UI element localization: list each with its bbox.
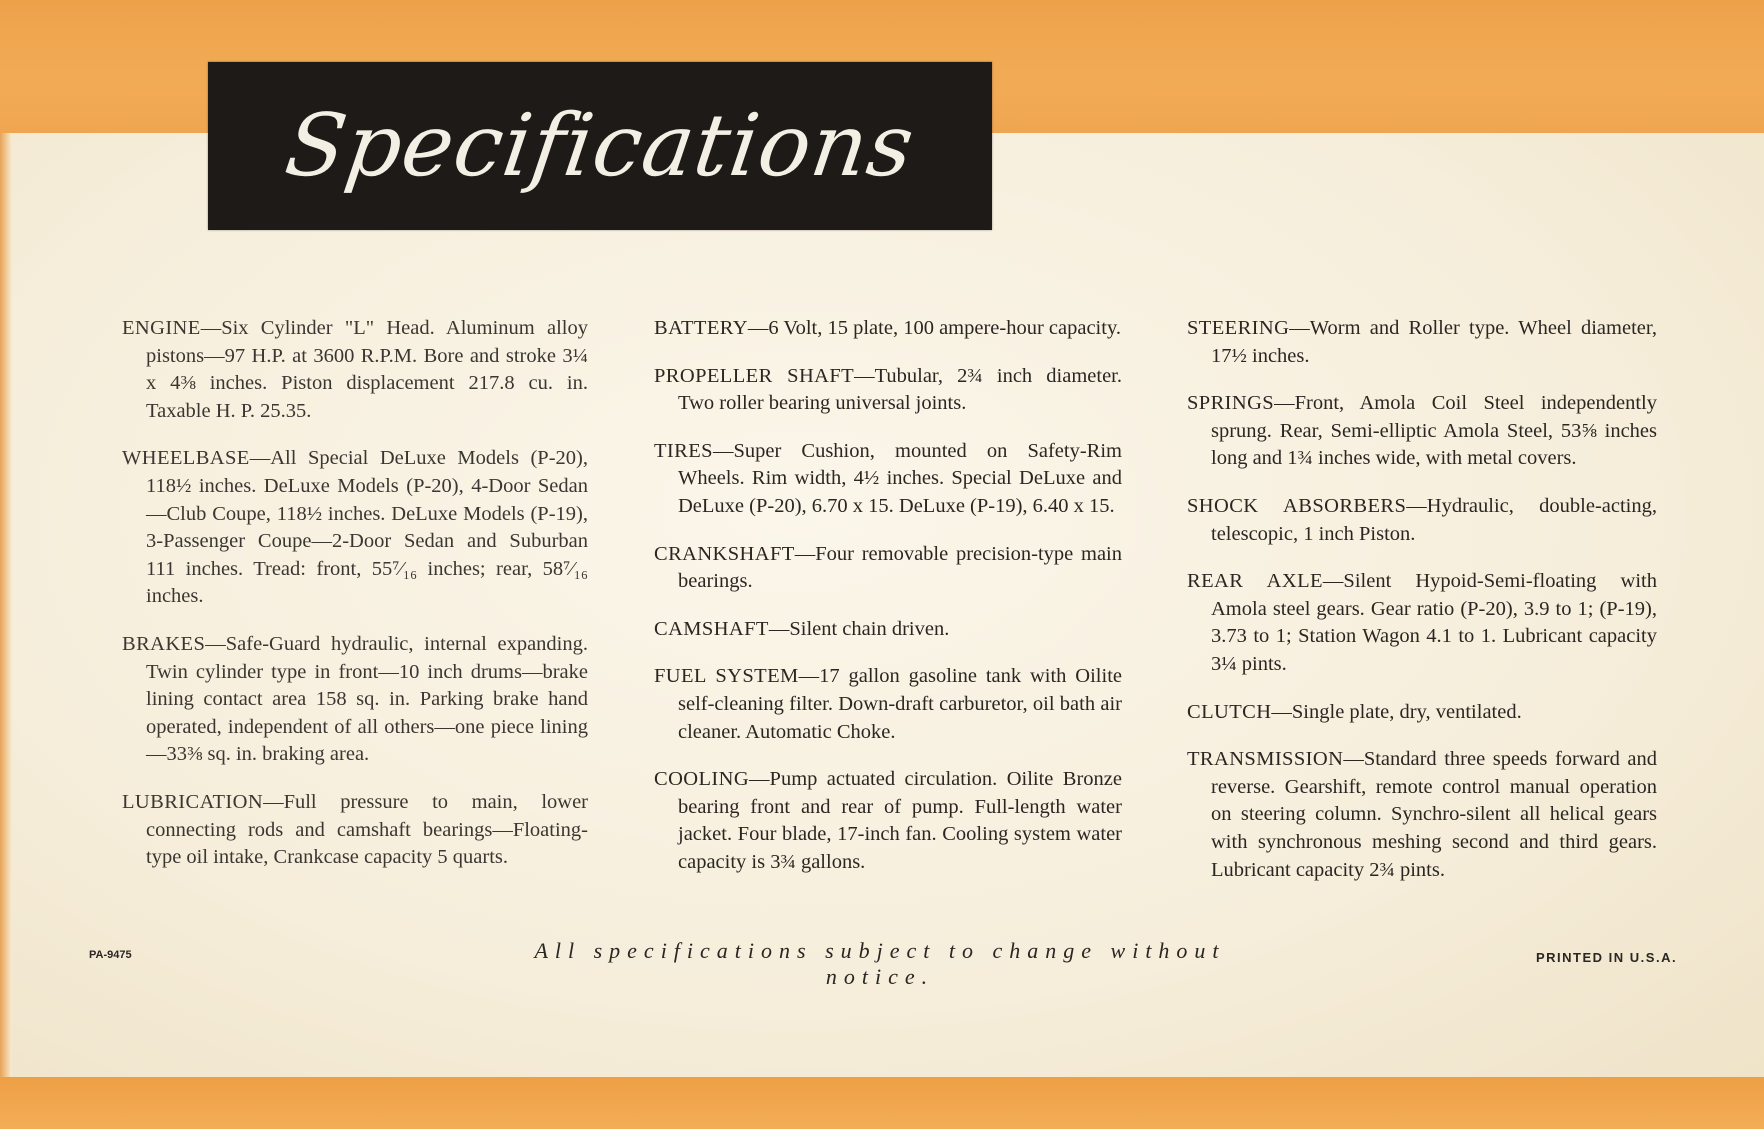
spec-label: FUEL SYSTEM: [654, 665, 799, 688]
spec-label: REAR AXLE: [1187, 570, 1323, 593]
spec-column-1: [122, 315, 588, 892]
spec-text: —Full pressure to main, lower connecting rods and camshaft bearings—Floating-type oil intake, Crankcase capacity 5 quarts.: [146, 790, 588, 869]
spec-engine: [122, 315, 588, 425]
spec-label: COOLING: [654, 768, 750, 791]
spec-text: —Tubular, 2¾ inch diameter. Two roller bearing universal joints.: [678, 364, 1122, 415]
spec-label: WHEELBASE: [122, 447, 250, 470]
spec-label: SPRINGS: [1187, 392, 1275, 415]
spec-transmission: [1187, 746, 1657, 884]
page-title: Specifications: [279, 96, 921, 196]
spec-label: CLUTCH: [1187, 700, 1272, 723]
spec-text: —All Special DeLuxe Models (P-20), 118½ inches. DeLuxe Models (P-20), 4-Door Sedan—Club Coupe, 118½ inches. DeLuxe Models (P-19), 3-Passenger Coupe—2-Door Sedan and Suburban 111 inches. Tread: front, 55⁷⁄₁₆ inches; rear, 58⁷⁄₁₆ inches.: [146, 447, 588, 608]
spec-text: —Silent Hypoid-Semi-floating with Amola steel gears. Gear ratio (P-20), 3.9 to 1; (P-19), 3.73 to 1; Station Wagon 4.1 to 1. Lubricant capacity 3¼ pints.: [1211, 570, 1658, 675]
spec-text: —Front, Amola Coil Steel independently sprung. Rear, Semi-elliptic Amola Steel, 53⅝ inches long and 1¾ inches wide, with metal covers.: [1211, 392, 1657, 470]
spec-wheelbase: [122, 445, 588, 611]
spec-text: —Single plate, dry, ventilated.: [1271, 700, 1522, 723]
printed-in-usa: PRINTED IN U.S.A.: [1536, 950, 1678, 965]
spec-steering: [1187, 315, 1657, 370]
spec-text: —Pump actuated circulation. Oilite Bronze bearing front and rear of pump. Full-length water jacket. Four blade, 17-inch fan. Cooling system water capacity is 3¾ gallons.: [678, 768, 1122, 873]
spec-brakes: [122, 631, 588, 769]
spec-fuel-system: [654, 663, 1122, 746]
spec-column-2: [654, 315, 1122, 897]
spec-text: —Standard three speeds forward and reverse. Gearshift, remote control manual operation on steering column. Synchro-silent all helical gears with synchronous meshing second and third gears. Lubricant capacity 2¾ pints.: [1211, 748, 1657, 881]
spec-shock-absorbers: [1187, 493, 1657, 548]
bottom-orange-band: [0, 1077, 1764, 1129]
page-left-edge: [0, 133, 12, 1077]
spec-text: —Worm and Roller type. Wheel diameter, 17½ inches.: [1211, 317, 1657, 367]
spec-camshaft: [654, 616, 1122, 644]
spec-label: STEERING: [1187, 317, 1290, 339]
spec-label: LUBRICATION: [122, 790, 264, 813]
title-banner: [208, 62, 992, 230]
spec-label: TIRES: [654, 439, 713, 462]
spec-lubrication: [122, 789, 588, 872]
spec-label: SHOCK ABSORBERS: [1187, 494, 1407, 517]
spec-label: CAMSHAFT: [654, 617, 769, 640]
spec-text: —Hydraulic, double-acting, telescopic, 1 inch Piston.: [1211, 494, 1658, 545]
spec-text: —Super Cushion, mounted on Safety-Rim Wheels. Rim width, 4½ inches. Special DeLuxe and DeLuxe (P-20), 6.70 x 15. DeLuxe (P-19), 6.40 x 15.: [678, 439, 1122, 517]
spec-battery: [654, 315, 1122, 343]
spec-clutch: [1187, 699, 1657, 727]
spec-text: —6 Volt, 15 plate, 100 ampere-hour capacity.: [747, 317, 1121, 339]
spec-text: —Four removable precision-type main bearings.: [678, 542, 1122, 593]
spec-label: ENGINE: [122, 317, 201, 339]
spec-springs: [1187, 390, 1657, 473]
spec-cooling: [654, 766, 1122, 876]
spec-label: BATTERY: [654, 317, 748, 339]
spec-tires: [654, 438, 1122, 521]
spec-label: BRAKES: [122, 632, 206, 655]
spec-crankshaft: [654, 541, 1122, 596]
spec-column-3: [1187, 315, 1657, 904]
spec-label: TRANSMISSION: [1187, 748, 1344, 771]
catalog-code: PA-9475: [89, 949, 132, 961]
spec-text: —Silent chain driven.: [768, 617, 950, 640]
spec-rear-axle: [1187, 568, 1657, 678]
spec-text: —Six Cylinder "L" Head. Aluminum alloy pistons—97 H.P. at 3600 R.P.M. Bore and stroke 3¼ x 4⅜ inches. Piston displacement 217.8 cu. in. Taxable H. P. 25.35.: [146, 317, 588, 422]
disclaimer-note: All specifications subject to change without notice.: [534, 938, 1226, 989]
spec-text: —17 gallon gasoline tank with Oilite self-cleaning filter. Down-draft carburetor, oil bath air cleaner. Automatic Choke.: [678, 665, 1122, 743]
spec-propeller-shaft: [654, 363, 1122, 418]
spec-text: —Safe-Guard hydraulic, internal expanding. Twin cylinder type in front—10 inch drums—brake lining contact area 158 sq. in. Parking brake hand operated, independent of all others—one piece lining—33⅜ sq. in. braking area.: [146, 632, 588, 766]
spec-label: CRANKSHAFT: [654, 542, 795, 565]
spec-label: PROPELLER SHAFT: [654, 364, 855, 387]
